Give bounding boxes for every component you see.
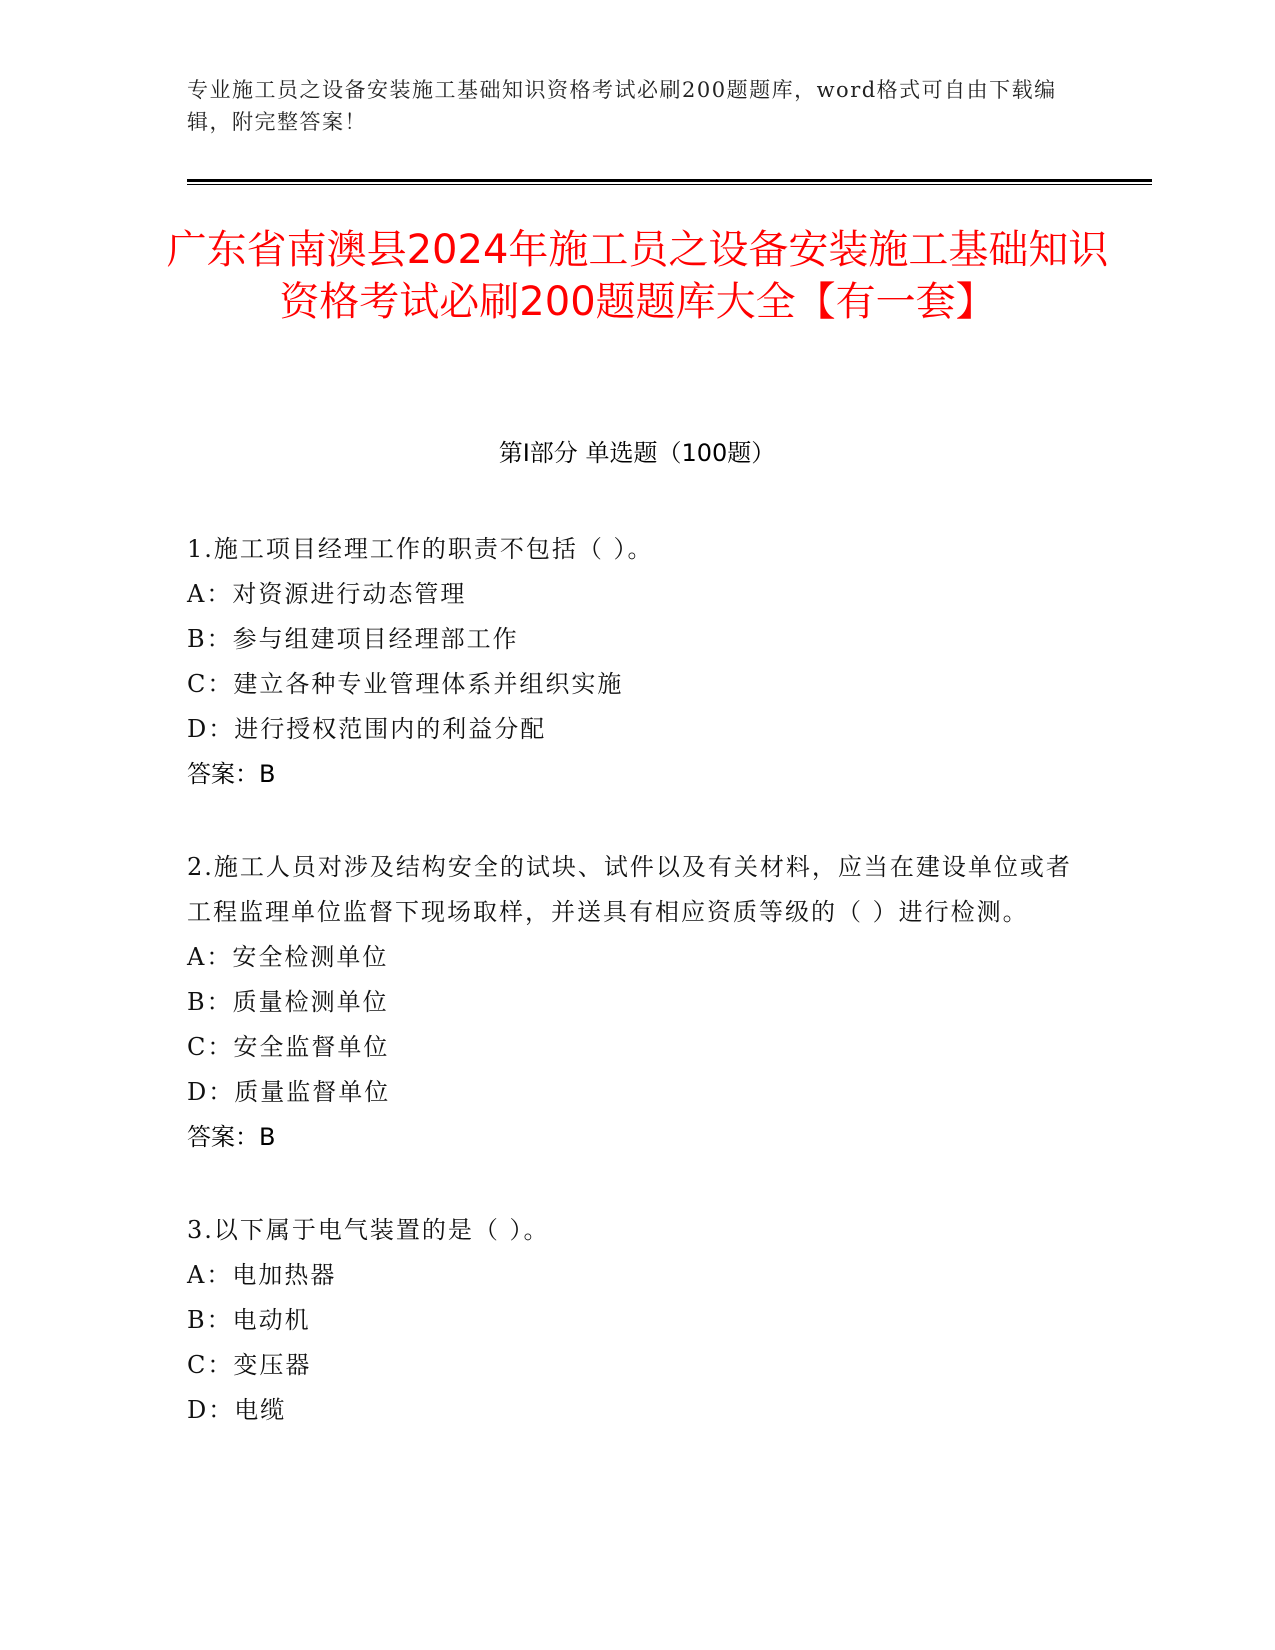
question-2 [187,845,1087,1160]
answer-text: 答案：B [187,760,276,788]
header-divider-thick [187,179,1152,182]
option-c: C：变压器 [187,1351,312,1379]
option-a: A：对资源进行动态管理 [187,580,467,608]
section-title: 第Ⅰ部分 单选题（100题） [498,439,776,467]
question-stem: 3.以下属于电气装置的是（ ）。 [187,1216,550,1244]
option-d: D：质量监督单位 [187,1078,391,1106]
option-b: B：质量检测单位 [187,988,389,1016]
option-d: D：进行授权范围内的利益分配 [187,715,547,743]
question-1 [187,527,1087,797]
header-note: 专业施工员之设备安装施工基础知识资格考试必刷200题题库，word格式可自由下载编辑，附完整答案！ [187,78,1057,134]
question-list [187,527,1087,1481]
question-3 [187,1208,1087,1433]
option-b: B：电动机 [187,1306,311,1334]
answer-text: 答案：B [187,1123,276,1151]
question-stem: 2.施工人员对涉及结构安全的试块、试件以及有关材料，应当在建设单位或者工程监理单位监督下现场取样，并送具有相应资质等级的（ ）进行检测。 [187,853,1072,926]
option-c: C：安全监督单位 [187,1033,390,1061]
option-a: A：电加热器 [187,1261,337,1289]
question-stem: 1.施工项目经理工作的职责不包括（ ）。 [187,535,654,563]
option-d: D：电缆 [187,1396,287,1424]
document-title: 广东省南澳县2024年施工员之设备安装施工基础知识资格考试必刷200题题库大全【有一套】 [166,227,1109,325]
header-divider-thin [187,184,1152,185]
option-c: C：建立各种专业管理体系并组织实施 [187,670,624,698]
option-b: B：参与组建项目经理部工作 [187,625,519,653]
option-a: A：安全检测单位 [187,943,389,971]
